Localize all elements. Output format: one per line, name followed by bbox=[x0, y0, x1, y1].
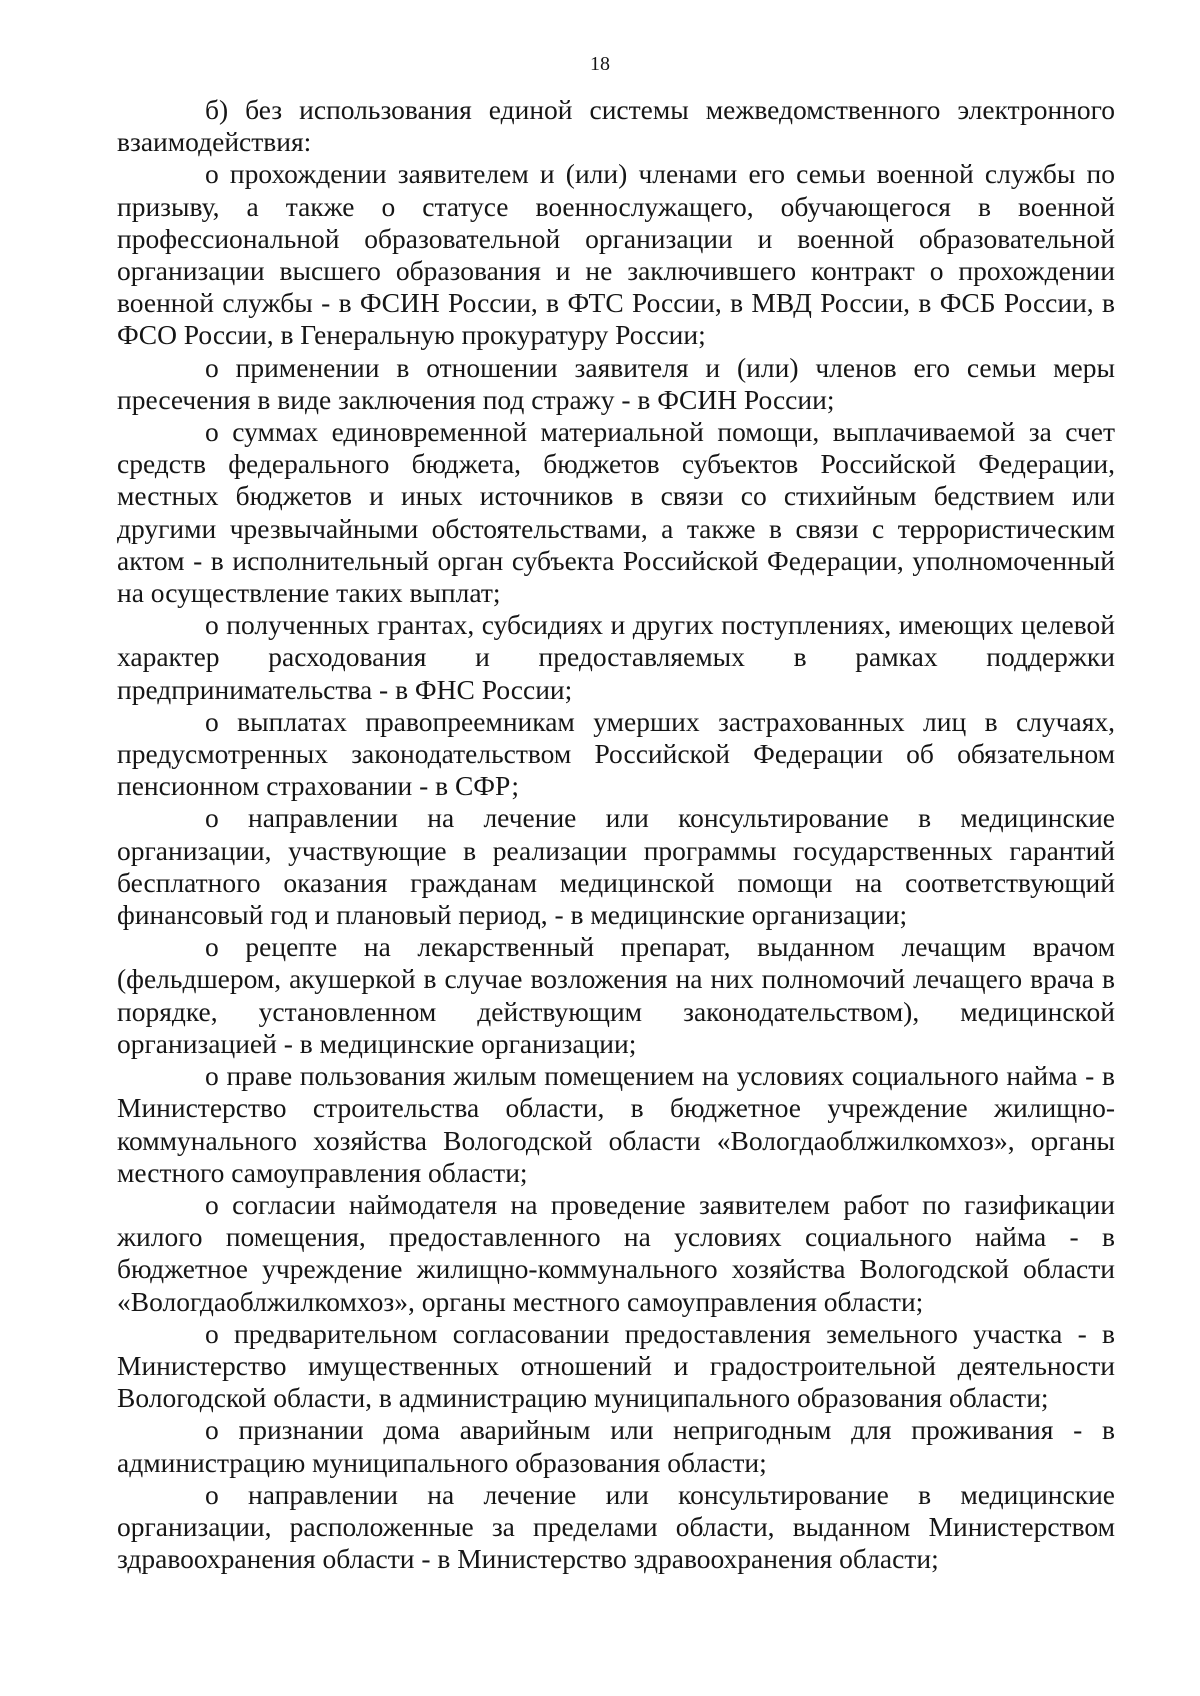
paragraph-emergency-house: о признании дома аварийным или непригодным для проживания - в администрацию муниципального образования области; bbox=[117, 1414, 1115, 1478]
paragraph-grants: о полученных грантах, субсидиях и других поступлениях, имеющих целевой характер расходования и предоставляемых в рамках поддержки предпринимательства - в ФНС России; bbox=[117, 609, 1115, 705]
paragraph-social-housing: о праве пользования жилым помещением на условиях социального найма - в Министерство строительства области, в бюджетное учреждение жилищно-коммунального хозяйства Вологодской области «Вологдаоблжилкомхоз», органы местного самоуправления области; bbox=[117, 1060, 1115, 1188]
paragraph-medical-referral: о направлении на лечение или консультирование в медицинские организации, участвующие в реализации программы государственных гарантий бесплатного оказания гражданам медицинской помощи на соответствующий финансовый год и плановый период, - в медицинские организации; bbox=[117, 802, 1115, 931]
document-body bbox=[117, 94, 1115, 1575]
paragraph-external-treatment: о направлении на лечение или консультирование в медицинские организации, расположенные за пределами области, выданном Министерством здравоохранения области - в Министерство здравоохранения области; bbox=[117, 1478, 1115, 1575]
page-number: 18 bbox=[590, 53, 610, 75]
paragraph-successor-payments: о выплатах правопреемникам умерших застрахованных лиц в случаях, предусмотренных законодательством Российской Федерации об обязательном пенсионном страховании - в СФР; bbox=[117, 705, 1115, 802]
paragraph-land-plot: о предварительном согласовании предоставления земельного участка - в Министерство имущественных отношений и градостроительной деятельности Вологодской области, в администрацию муниципального образования области; bbox=[117, 1317, 1115, 1414]
paragraph-material-aid: о суммах единовременной материальной помощи, выплачиваемой за счет средств федерального бюджета, бюджетов субъектов Российской Федерации, местных бюджетов и иных источников в связи со стихийным бедствием или другими чрезвычайными обстоятельствами, а также в связи с террористическим актом - в исполнительный орган субъекта Российской Федерации, уполномоченный на осуществление таких выплат; bbox=[117, 416, 1115, 609]
paragraph-intro: б) без использования единой системы межведомственного электронного взаимодействия: bbox=[117, 94, 1115, 158]
paragraph-prescription: о рецепте на лекарственный препарат, выданном лечащим врачом (фельдшером, акушеркой в случае возложения на них полномочий лечащего врача в порядке, установленном действующим законодательством), медицинской организацией - в медицинские организации; bbox=[117, 931, 1115, 1059]
paragraph-custody: о применении в отношении заявителя и (или) членов его семьи меры пресечения в виде заключения под стражу - в ФСИН России; bbox=[117, 351, 1115, 415]
paragraph-military-service: о прохождении заявителем и (или) членами его семьи военной службы по призыву, а также о статусе военнослужащего, обучающегося в военной профессиональной образовательной организации и военной образовательной организации высшего образования и не заключившего контракт о прохождении военной службы - в ФСИН России, в ФТС России, в МВД России, в ФСБ России, в ФСО России, в Генеральную прокуратуру России; bbox=[117, 158, 1115, 351]
paragraph-gasification: о согласии наймодателя на проведение заявителем работ по газификации жилого помещения, предоставленного на условиях социального найма - в бюджетное учреждение жилищно-коммунального хозяйства Вологодской области «Вологдаоблжилкомхоз», органы местного самоуправления области; bbox=[117, 1188, 1115, 1317]
